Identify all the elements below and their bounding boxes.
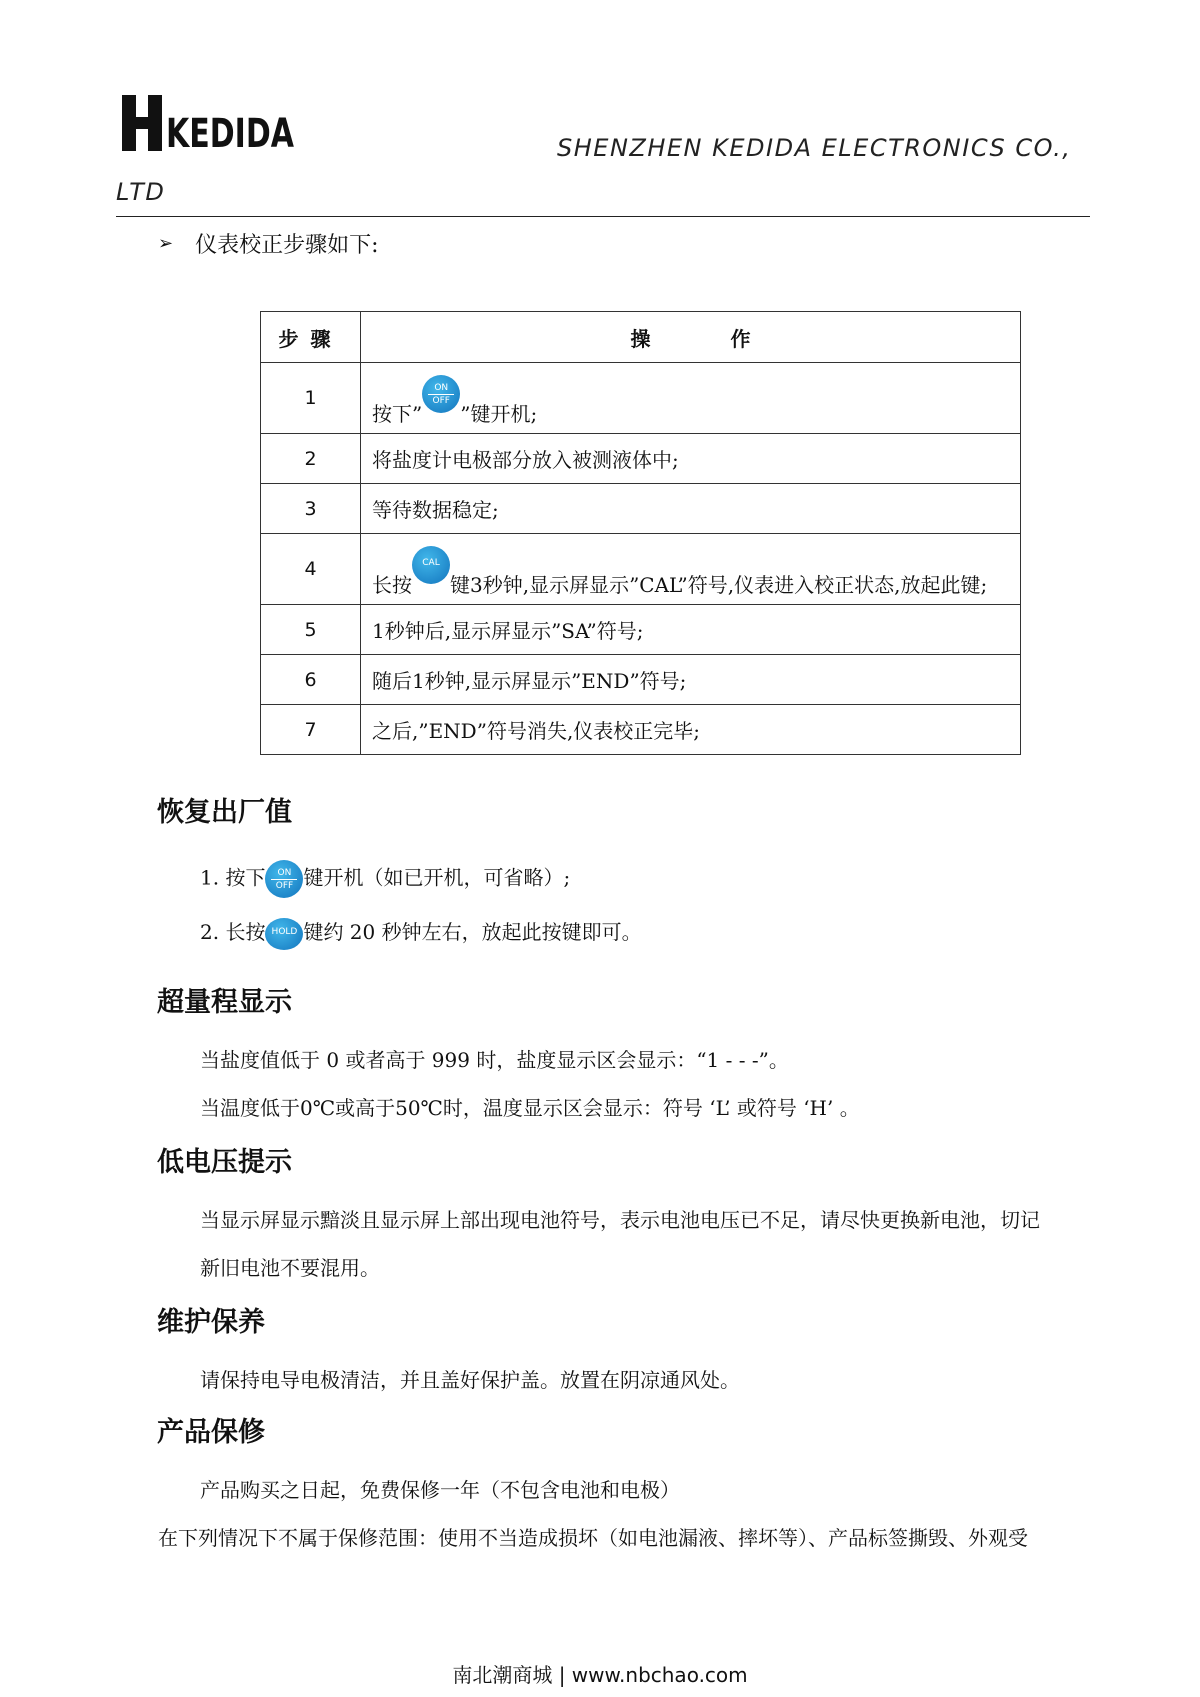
over-range-line-1: 当盐度值低于 0 或者高于 999 时，盐度显示区会显示：“1 - - -”。 (200, 1048, 789, 1072)
arrow-bullet-icon: ➢ (158, 233, 174, 254)
on-off-key-icon: ON OFF (422, 375, 460, 413)
hold-key-icon: HOLD (265, 918, 303, 950)
svg-text:KEDIDA: KEDIDA (166, 111, 295, 157)
intro-bullet (158, 228, 379, 259)
table-row (261, 534, 1021, 605)
section-title-low-voltage: 低电压提示 (157, 1147, 292, 1178)
step-number: 3 (261, 484, 361, 534)
table-row (261, 605, 1021, 655)
cal-key-icon: CAL (412, 546, 450, 584)
table-row (261, 363, 1021, 434)
step-operation: 长按 CAL 键3秒钟,显示屏显示”CAL”符号,仪表进入校正状态,放起此键; (361, 534, 1021, 605)
step-operation: 等待数据稳定; (361, 484, 1021, 534)
header-rule (116, 216, 1090, 217)
section-title-maintenance: 维护保养 (157, 1307, 265, 1338)
step-number: 4 (261, 534, 361, 605)
table-header-row (261, 312, 1021, 363)
table-row (261, 484, 1021, 534)
step-operation: 按下” ON OFF ”键开机; (361, 363, 1021, 434)
step-number: 2 (261, 434, 361, 484)
section-title-warranty: 产品保修 (157, 1417, 265, 1448)
step-number: 1 (261, 363, 361, 434)
step-operation: 1秒钟后,显示屏显示”SA”符号; (361, 605, 1021, 655)
warranty-line-1: 产品购买之日起，免费保修一年（不包含电池和电极） (200, 1478, 680, 1502)
intro-text: 仪表校正步骤如下: (195, 233, 379, 258)
step-number: 7 (261, 705, 361, 755)
low-voltage-line-1: 当显示屏显示黯淡且显示屏上部出现电池符号，表示电池电压已不足，请尽快更换新电池，切记 (200, 1208, 1040, 1232)
factory-reset-step-2: 2. 长按 HOLD 键约 20 秒钟左右，放起此按键即可。 (200, 916, 642, 950)
over-range-line-2: 当温度低于0℃或高于50℃时，温度显示区会显示：符号 ‘L’ 或符号 ‘H’ 。 (200, 1096, 860, 1120)
step-operation: 随后1秒钟,显示屏显示”END”符号; (361, 655, 1021, 705)
header-step: 步骤 (261, 312, 361, 363)
header-operation: 操 作 (361, 312, 1021, 363)
factory-reset-step-1: 1. 按下 ON OFF 键开机（如已开机，可省略）; (200, 860, 570, 898)
kedida-logo (122, 95, 297, 157)
step-number: 5 (261, 605, 361, 655)
on-off-key-icon: ON OFF (265, 860, 303, 898)
company-name-suffix: LTD (116, 178, 166, 206)
table-row (261, 434, 1021, 484)
table-row (261, 705, 1021, 755)
section-title-factory-reset: 恢复出厂值 (157, 797, 292, 828)
table-row (261, 655, 1021, 705)
step-number: 6 (261, 655, 361, 705)
section-title-over-range: 超量程显示 (157, 987, 292, 1018)
company-name: SHENZHEN KEDIDA ELECTRONICS CO., (557, 134, 1072, 162)
warranty-line-2: 在下列情况下不属于保修范围：使用不当造成损坏（如电池漏液、摔坏等）、产品标签撕毁、外观受 (158, 1526, 1028, 1550)
maintenance-line-1: 请保持电导电极清洁，并且盖好保护盖。放置在阴凉通风处。 (200, 1368, 740, 1392)
step-operation: 将盐度计电极部分放入被测液体中; (361, 434, 1021, 484)
step-operation: 之后,”END”符号消失,仪表校正完毕; (361, 705, 1021, 755)
low-voltage-line-2: 新旧电池不要混用。 (200, 1256, 380, 1280)
footer-watermark: 南北潮商城 | www.nbchao.com (452, 1663, 748, 1687)
calibration-steps-table (260, 311, 1021, 755)
